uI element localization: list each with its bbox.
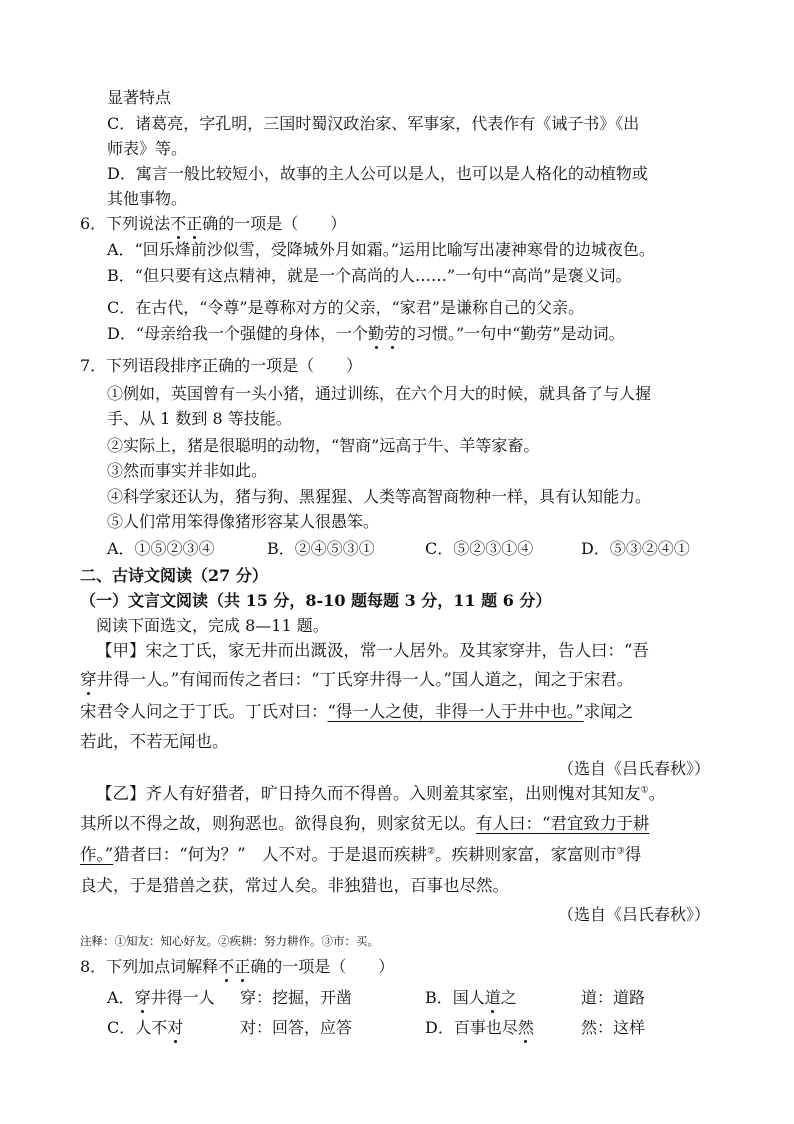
q7-sentence-1b: 手、从 1 数到 8 等技能。 [107, 409, 292, 428]
section-2-subtitle: （一）文言文阅读（共 15 分，8-10 题每题 3 分，11 题 6 分） [80, 591, 552, 610]
q8-stem [80, 957, 394, 977]
jia-line-3 [80, 702, 633, 722]
q8-option-d [425, 1018, 534, 1038]
annotation-notes: 注释：①知友：知心好友。②疾耕：努力耕作。③市：买。 [80, 934, 379, 948]
jia-line-1: 【甲】宋之丁氏，家无井而出溉汲，常一人居外。及其家穿井，告人曰：“吾 [96, 641, 649, 660]
q5-c-line2: 师表》等。 [107, 139, 188, 158]
q8-option-a [107, 988, 215, 1008]
jia-line-4: 若此，不若无闻也。 [80, 732, 229, 751]
yi-line-4: 良犬，于是猎兽之获，常过人矣。非独猎也，百事也尽然。 [80, 876, 509, 895]
yi-note-2-marker: ② [427, 846, 436, 857]
yi-line-1-text: 【乙】齐人有好猎者，旷日持久而不得兽。入则羞其家室，出则愧对其知友 [96, 784, 641, 803]
jia-underlined-sentence: “得一人之使，非得一人于井中也。” [327, 702, 584, 721]
q5-c-line1: C．诸葛亮，字孔明，三国时蜀汉政治家、军事家，代表作有《诫子书》《出 [107, 114, 640, 133]
q8-option-b [425, 988, 517, 1008]
q8-c-dot: 对 [167, 1018, 184, 1037]
q8-a-rest: 井得一人 [150, 988, 215, 1007]
q6-d-pre: D．“母亲给我一个强健的身体，一个 [107, 324, 369, 343]
q6-option-d [107, 324, 625, 344]
q8-option-d-definition: 然：这样 [581, 1018, 646, 1037]
reading-intro: 阅读下面选文，完成 8—11 题。 [96, 616, 329, 635]
q5-d-line1: D．寓言一般比较短小，故事的主人公可以是人，也可以是人格化的动植物或 [107, 164, 648, 183]
jia-source: （选自《吕氏春秋》） [558, 759, 711, 778]
yi-line-2 [80, 814, 649, 834]
jia-dot-chuan: 穿 [80, 670, 97, 689]
q6-option-b: B．“但只要有这点精神，就是一个高尚的人……”一句中“高尚”是褒义词。 [107, 266, 632, 285]
section-2-title: 二、古诗文阅读（27 分） [80, 566, 268, 585]
q8-stem-post: 确的一项是（ ） [250, 957, 395, 976]
yi-note-3-marker: ③ [616, 846, 625, 857]
q8-c-pre: C．人不 [107, 1018, 168, 1037]
q7-option-a: A．①⑤②③④ [107, 539, 215, 558]
jia-line-2 [80, 670, 633, 690]
jia-line-3-head: 宋君令人问之于丁氏。丁氏对曰： [80, 702, 328, 721]
yi-line-1 [96, 784, 665, 804]
q8-b-pre: B．国人 [425, 988, 485, 1007]
q6-d-dot-2: 劳 [384, 324, 401, 343]
q5-d-line2: 其他事物。 [107, 189, 188, 208]
q7-sentence-3: ③然而事实并非如此。 [107, 461, 268, 480]
yi-underlined-1: 有人曰：“君宜致力于耕 [476, 814, 650, 833]
q5-b-tail: 显著特点 [107, 88, 172, 107]
q6-stem-pre: 6．下列说法 [80, 214, 171, 233]
q6-stem-post: 确的一项是（ ） [202, 214, 347, 233]
yi-line-3-b: 。疾耕则家富，家富则市 [435, 845, 617, 864]
q8-option-c [107, 1018, 183, 1038]
q8-a-pre: A． [107, 988, 135, 1007]
q6-d-post: 的习惯。”一句中“勤劳”是动词。 [400, 324, 625, 343]
q6-d-dot-1: 勤 [368, 324, 385, 343]
yi-line-2-text: 其所以不得之故，则狗恶也。欲得良狗，则家贫无以。 [80, 814, 476, 833]
q8-d-dot: 然 [517, 1018, 534, 1037]
q8-a-dot: 穿 [134, 988, 151, 1007]
q7-sentence-1a: ①例如，英国曾有一头小猪，通过训练，在六个月大的时候，就具备了与人握 [107, 384, 652, 403]
q8-option-c-definition: 对：回答，应答 [240, 1018, 353, 1037]
q7-sentence-4: ④科学家还认为，猪与狗、黑猩猩、人类等高智商物种一样，具有认知能力。 [107, 487, 652, 506]
q7-sentence-2: ②实际上，猪是很聪明的动物，“智商”远高于牛、羊等家畜。 [107, 436, 540, 455]
q8-option-a-definition: 穿：挖掘，开凿 [240, 988, 353, 1007]
jia-line-3-tail: 求闻之 [583, 702, 634, 721]
q7-option-d: D．⑤③②④① [581, 539, 690, 558]
q7-sentence-5: ⑤人们常用笨得像猪形容某人很愚笨。 [107, 512, 380, 531]
yi-note-1-marker: ① [640, 785, 649, 796]
q8-d-pre: D．百事也尽 [425, 1018, 518, 1037]
yi-line-3 [80, 845, 641, 865]
q7-option-c: C．⑤②③①④ [425, 539, 534, 558]
q8-stem-pre: 8．下列加点词解释 [80, 957, 219, 976]
q6-stem [80, 214, 346, 234]
q6-stem-dot-1: 不 [170, 214, 187, 233]
q8-option-b-definition: 道：道路 [581, 988, 646, 1007]
yi-line-3-c: 得 [624, 845, 642, 864]
q8-stem-dot-1: 不 [218, 957, 235, 976]
q7-option-b: B．②④⑤③① [267, 539, 375, 558]
q8-stem-dot-2: 正 [234, 957, 251, 976]
yi-line-3-text: 猎者曰：“何为？” 人不对。于是退而疾耕 [113, 845, 428, 864]
q8-b-dot: 道 [484, 988, 501, 1007]
yi-underlined-2: 作。” [80, 845, 114, 864]
yi-line-1-tail: 。 [648, 784, 666, 803]
q6-option-c: C．在古代，“令尊”是尊称对方的父亲，“家君”是谦称自己的父亲。 [107, 298, 584, 317]
jia-line-2-rest: 井得一人。”有闻而传之者曰：“丁氏穿井得一人。”国人道之，闻之于宋君。 [96, 670, 634, 689]
q6-stem-dot-2: 正 [186, 214, 203, 233]
yi-source: （选自《吕氏春秋》） [558, 905, 711, 924]
q7-stem: 7．下列语段排序正确的一项是（ ） [80, 356, 363, 375]
q6-option-a: A．“回乐烽前沙似雪，受降城外月如霜。”运用比喻写出凄神寒骨的边城夜色。 [107, 240, 655, 259]
q8-b-rest: 之 [500, 988, 517, 1007]
